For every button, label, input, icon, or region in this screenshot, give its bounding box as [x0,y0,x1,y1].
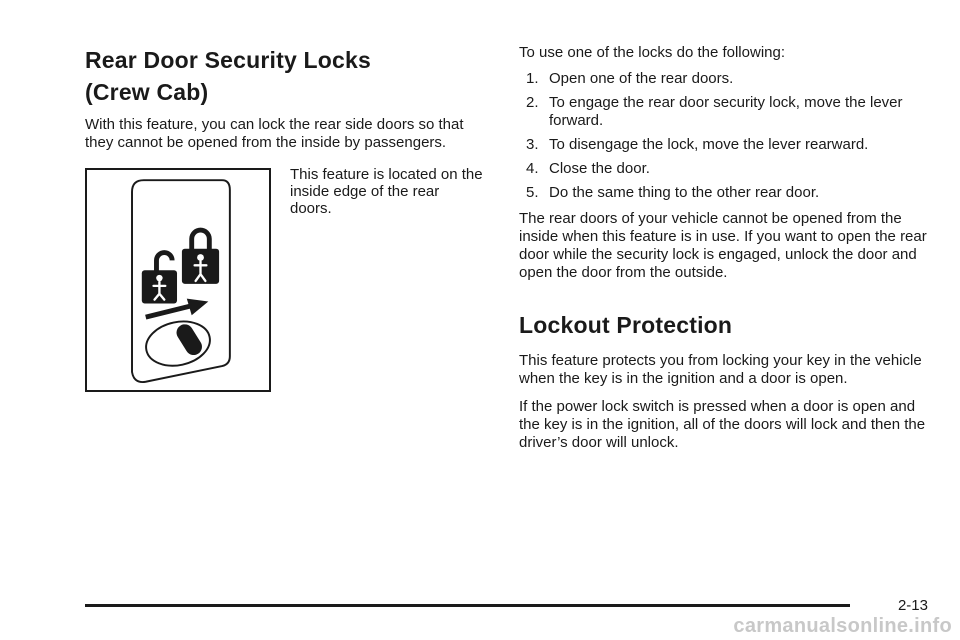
title-line-1: Rear Door Security Locks [85,47,372,73]
title-line-2: (Crew Cab) [85,79,209,105]
watermark-logo: carmanualsonline.info [733,615,952,637]
list-item [519,160,929,178]
child-lock-lever-illustration [85,168,271,392]
list-item [519,70,929,88]
step-text: Close the door. [549,160,650,177]
step-number: 5. [526,184,539,201]
list-item [519,136,929,154]
page-number: 2-13 [897,597,928,614]
step-text: To engage the rear door security lock, move the lever forward. [549,94,903,129]
right-column [519,44,929,462]
section-title-rear-door-locks [85,44,485,108]
step-text: Do the same thing to the other rear door. [549,184,820,201]
security-lock-note: The rear doors of your vehicle cannot be opened from the inside when this feature is in use. If you want to open the rear door while the security lock is engaged, unlock the door and open the door from the outside. [519,210,927,281]
step-number: 2. [526,94,539,111]
steps-list [519,70,929,202]
step-number: 4. [526,160,539,177]
figure-caption: This feature is located on the inside edge of the rear doors. [290,166,483,217]
lockout-paragraph-2: If the power lock switch is pressed when a door is open and the key is in the ignition, all of the doors will lock and then the driver’s door will unlock. [519,398,926,451]
step-number: 3. [526,136,539,153]
figure-row [85,166,485,396]
section-title-lockout-protection: Lockout Protection [519,312,733,338]
lockout-paragraph-1: This feature protects you from locking your key in the vehicle when the key is in the ignition and a door is open. [519,352,922,387]
child-lock-icon [87,170,269,390]
step-number: 1. [526,70,539,87]
intro-paragraph: With this feature, you can lock the rear side doors so that they cannot be opened from the inside by passengers. [85,116,464,151]
list-item [519,184,929,202]
list-item [519,94,929,130]
step-text: To disengage the lock, move the lever rearward. [549,136,869,153]
footer-rule [85,604,850,607]
steps-intro: To use one of the locks do the following: [519,44,786,61]
step-text: Open one of the rear doors. [549,70,734,87]
left-column [85,44,485,396]
